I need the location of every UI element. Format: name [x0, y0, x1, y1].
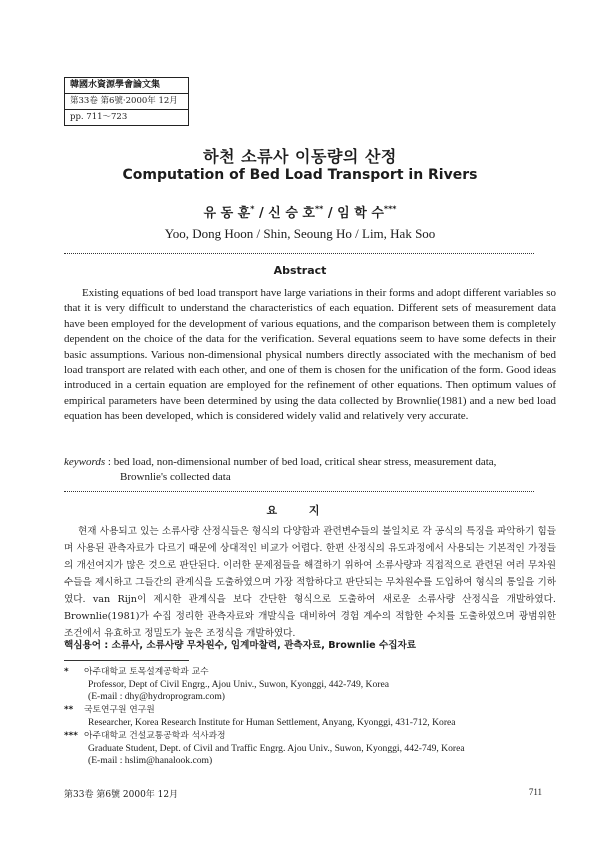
authors-korean: 유 동 훈* / 신 승 호** / 임 학 수*** — [203, 204, 397, 221]
keywords-text: : bed load, non-dimensional number of bed load, critical shear stress, measurement data, — [107, 456, 497, 468]
journal-info-box — [64, 77, 189, 126]
footnote-1-ko: 아주대학교 토목설계공학과 교수 — [84, 667, 209, 677]
keywords-text-cont: Brownlie's collected data — [120, 471, 231, 483]
footnote-3 — [64, 730, 556, 768]
footnote-1-mark: * — [64, 667, 69, 677]
footnote-3-mark: *** — [64, 731, 78, 741]
footnote-1-line2: (E-mail : dhy@hydroprogram.com) — [88, 691, 225, 702]
divider-middle — [64, 491, 534, 492]
keywords-label: keywords — [64, 456, 106, 468]
author-3-mark: *** — [383, 204, 397, 214]
yoji-body: 현재 사용되고 있는 소류사량 산정식들은 형식의 다양함과 관련변수들의 불일치로 각 공식의 특징을 파악하기 힘들며 사용된 관측자료가 다르기 때문에 상대적인 비교가 어렵다. 한편 산정식의 유도과정에서 사용되는 기본적인 가정들의 개선여지가 많은 것으로 판단된다. 이러한 문제점들을 해결하기 위하여 소류사량과 직접적으로 관련된 여러 무차원수들을 제시하고 그들간의 관계식을 도출하였으며 가장 적합하다고 판단되는 무차원수를 도입하여 형식의 통일을 기하였다. van Rijn이 제시한 관계식을 보다 간단한 형식으로 도출하여 새로운 소류사량 산정식을 개발하였다. Brownlie(1981)가 수집 정리한 관측자료와 개발식을 대비하여 경험 계수의 적합한 수치를 도출하였으며 광범위한 조건에서 유효하고 정밀도가 높은 조정식을 개발하였다. — [64, 526, 556, 639]
yoji-heading: 요 지 — [266, 504, 334, 517]
divider-top — [64, 253, 534, 254]
footnote-2-ko: 국토연구원 연구원 — [84, 705, 155, 715]
title-english: Computation of Bed Load Transport in Rivers — [122, 167, 478, 183]
journal-name: 韓國水資源學會論文集 — [70, 80, 161, 90]
footnote-3-ko: 아주대학교 건설교통공학과 석사과정 — [84, 731, 226, 741]
footnote-1-line1: Professor, Dept of Civil Engrg., Ajou Univ., Suwon, Kyonggi, 442-749, Korea — [88, 678, 389, 690]
author-3-ko: 임 학 수 — [337, 206, 384, 221]
author-2-mark: ** — [314, 204, 324, 214]
abstract-body: Existing equations of bed load transport have large variations in their forms and adopt different variables so that it is very difficult to understand the characteristics of each equation. Different sets of measurement data have been employed for the development of various equations, and the comparison between them is completely dependent on the choice of the data for the verification. Several equations seem to have some defects in their basic assumptions. Various non-dimensional physical numbers directly associated with the mechanism of bed load transport are related with each other, and one of them is chosen for the unification of the form. Good ideas introduced in a certain equation are employed for the refinement of other equations. Then optimum values of empirical parameters have been determined by using the data collected by Brownlie(1981) and a new bed load equation has been developed, which is considered widely valid and relatively very accurate. — [64, 287, 556, 423]
footer-issue: 第33卷 第6號 2000年 12月 — [64, 790, 179, 800]
footnote-2-mark: ** — [64, 705, 74, 715]
author-1-mark: * — [250, 204, 255, 214]
abstract-heading: Abstract — [273, 264, 327, 277]
journal-issue: 第33卷 第6號·2000年 12月 — [65, 93, 188, 109]
title-korean: 하천 소류사 이동량의 산정 — [203, 147, 397, 166]
footnote-3-line1: Graduate Student, Dept. of Civil and Traffic Engrg. Ajou Univ., Suwon, Kyonggi, 442-749, Korea — [88, 742, 465, 754]
journal-pages: pp. 711～723 — [65, 109, 188, 125]
authors-english: Yoo, Dong Hoon / Shin, Seoung Ho / Lim, Hak Soo — [164, 226, 436, 241]
footnote-1 — [64, 666, 556, 704]
author-2-ko: 신 승 호 — [268, 206, 315, 221]
page-number: 711 — [528, 787, 542, 797]
footnote-rule — [64, 660, 189, 661]
footnote-3-line2: (E-mail : hslim@hanalook.com) — [88, 755, 213, 766]
footnote-2 — [64, 704, 556, 729]
author-1-ko: 유 동 훈 — [203, 206, 251, 221]
keywords — [64, 455, 556, 485]
yoji-keywords: 핵심용어 : 소류사, 소류사량 무차원수, 임계마찰력, 관측자료, Brownlie 수집자료 — [64, 640, 417, 651]
footnote-2-line1: Researcher, Korea Research Institute for Human Settlement, Anyang, Kyonggi, 431-712, Korea — [88, 716, 456, 728]
